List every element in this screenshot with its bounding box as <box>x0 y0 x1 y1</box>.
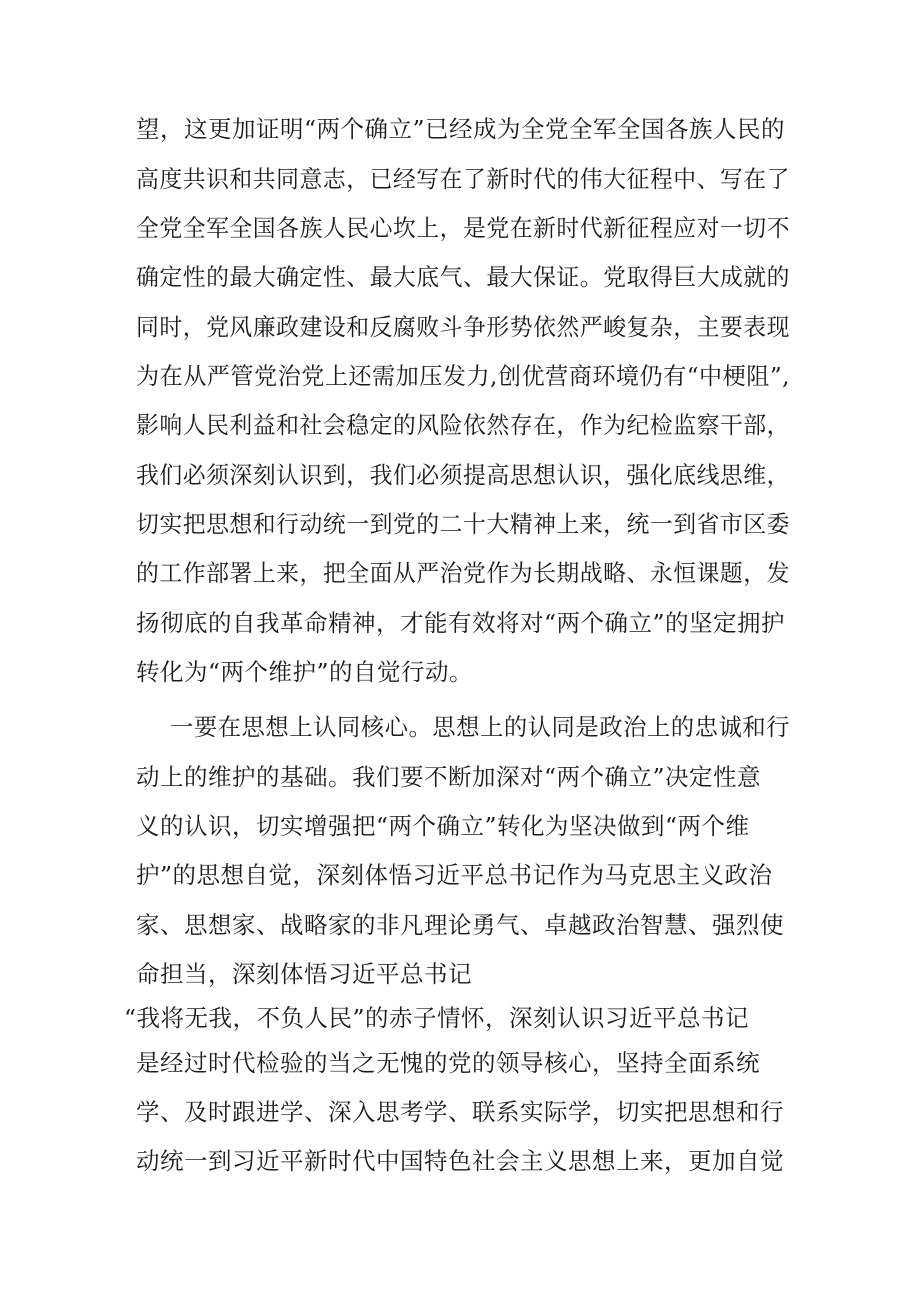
text-line: 影响人民利益和社会稳定的风险依然存在，作为纪检监察干部， <box>136 411 790 439</box>
text-line: 家、思想家、战略家的非凡理论勇气、卓越政治智慧、强烈使 <box>136 911 784 939</box>
text-line: 义的认识，切实增强把“两个确立”转化为坚决做到“两个维 <box>136 812 750 840</box>
text-line: 是经过时代检验的当之无愧的党的领导核心，坚持全面系统 <box>136 1049 760 1077</box>
text-line: 望，这更加证明“两个确立”已经成为全党全军全国各族人民的 <box>136 115 786 143</box>
text-line: 全党全军全国各族人民心坎上，是党在新时代新征程应对一切不 <box>136 214 790 242</box>
text-line: 的工作部署上来，把全面从严治党作为长期战略、永恒课题，发 <box>136 559 790 587</box>
text-line: 动上的维护的基础。我们要不断加深对“两个确立”决定性意 <box>136 763 762 791</box>
text-line: 学、及时跟进学、深入思考学、联系实际学，切实把思想和行 <box>136 1098 784 1126</box>
text-line: 命担当，深刻体悟习近平总书记 <box>136 960 472 988</box>
text-line: 护”的思想自觉，深刻体悟习近平总书记作为马克思主义政治 <box>136 861 773 889</box>
text-line: 为在从严管党治党上还需加压发力,创优营商环境仍有“中梗阻”, <box>136 362 790 390</box>
text-line: 切实把思想和行动统一到党的二十大精神上来，统一到省市区委 <box>136 510 790 538</box>
text-line: 我们必须深刻认识到，我们必须提高思想认识，强化底线思维， <box>136 461 790 489</box>
text-line: 动统一到习近平新时代中国特色社会主义思想上来，更加自觉 <box>136 1147 784 1175</box>
text-line: “我将无我，不负人民”的赤子情怀，深刻认识习近平总书记 <box>124 1004 750 1032</box>
text-line: 确定性的最大确定性、最大底气、最大保证。党取得巨大成就的 <box>136 263 790 291</box>
text-line: 一要在思想上认同核心。思想上的认同是政治上的忠诚和行 <box>170 713 791 741</box>
text-line: 转化为“两个维护”的自觉行动。 <box>136 658 474 686</box>
text-line: 高度共识和共同意志，已经写在了新时代的伟大征程中、写在了 <box>136 165 790 193</box>
text-line: 扬彻底的自我革命精神，才能有效将对“两个确立”的坚定拥护 <box>136 609 786 637</box>
text-line: 同时，党风廉政建设和反腐败斗争形势依然严峻复杂，主要表现 <box>136 313 790 341</box>
